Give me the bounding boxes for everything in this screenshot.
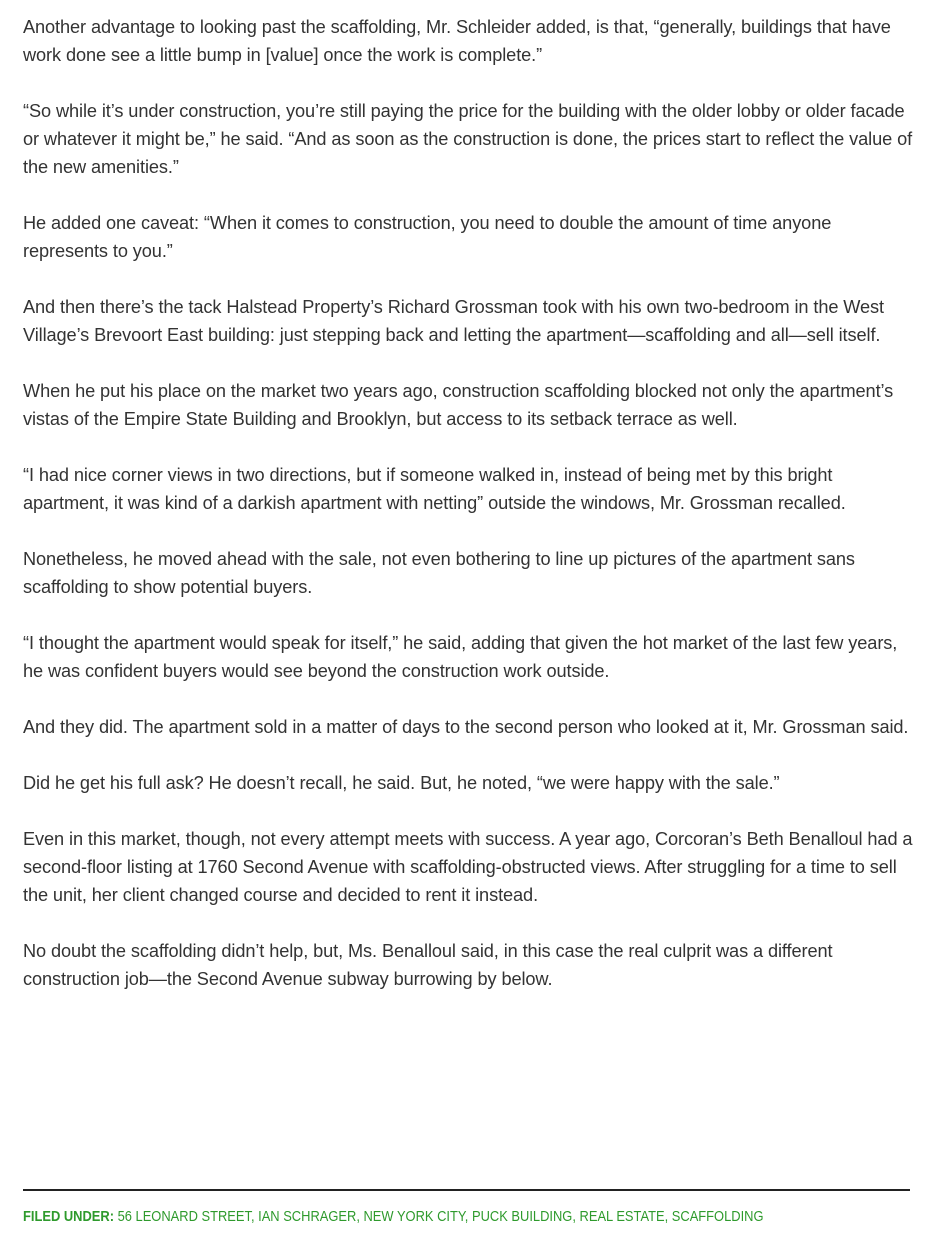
article-paragraph: No doubt the scaffolding didn’t help, but, Ms. Benalloul said, in this case the real culprit was a different construction job—the Second Avenue subway burrowing by below.	[23, 941, 833, 989]
article-paragraph: Nonetheless, he moved ahead with the sale, not even bothering to line up pictures of the apartment sans scaffolding to show potential buyers.	[23, 549, 855, 597]
tag-separator: ,	[664, 1208, 672, 1225]
tag-separator: ,	[356, 1208, 364, 1225]
tag-separator: ,	[250, 1208, 259, 1225]
article-paragraph: “I had nice corner views in two directions, but if someone walked in, instead of being met by this bright apartment, it was kind of a darkish apartment with netting” outside the windows, Mr. Grossman recalled.	[23, 465, 846, 513]
tag-link-ian-schrager[interactable]: IAN SCHRAGER	[258, 1208, 357, 1225]
article-paragraph: Even in this market, though, not every attempt meets with success. A year ago, Corcoran’s Beth Benalloul had a second-floor listing at 1760 Second Avenue with scaffolding-obstructed views. After struggling for a time to sell the unit, her client changed course and decided to rent it instead.	[23, 829, 913, 905]
article-paragraph: Did he get his full ask? He doesn’t recall, he said. But, he noted, “we were happy with the sale.”	[23, 773, 780, 793]
filed-under-divider	[23, 1189, 910, 1191]
article-paragraph: And then there’s the tack Halstead Property’s Richard Grossman took with his own two-bedroom in the West Village’s Brevoort East building: just stepping back and letting the apartment—scaffolding and all—sell itself.	[23, 297, 885, 345]
article-paragraph: Another advantage to looking past the scaffolding, Mr. Schleider added, is that, “generally, buildings that have work done see a little bump in [value] once the work is complete.”	[23, 17, 891, 65]
filed-under-label: FILED UNDER:	[23, 1208, 115, 1225]
tag-separator: ,	[572, 1208, 580, 1225]
article-paragraph: When he put his place on the market two years ago, construction scaffolding blocked not only the apartment’s vistas of the Empire State Building and Brooklyn, but access to its setback terrace as well.	[23, 381, 894, 429]
article-paragraph: And they did. The apartment sold in a matter of days to the second person who looked at it, Mr. Grossman said.	[23, 717, 909, 737]
article-paragraph: “So while it’s under construction, you’re still paying the price for the building with the older lobby or older facade or whatever it might be,” he said. “And as soon as the construction is done, the prices start to reflect the value of the new amenities.”	[23, 101, 913, 177]
article-body	[23, 13, 915, 1021]
article-paragraph: “I thought the apartment would speak for itself,” he said, adding that given the hot market of the last few years, he was confident buyers would see beyond the construction work outside.	[23, 633, 898, 681]
tag-link-56-leonard-street[interactable]: 56 LEONARD STREET	[117, 1208, 251, 1225]
tag-link-new-york-city[interactable]: NEW YORK CITY	[363, 1208, 465, 1225]
tag-link-puck-building[interactable]: PUCK BUILDING	[471, 1208, 573, 1225]
tag-link-real-estate[interactable]: REAL ESTATE	[579, 1208, 665, 1225]
tag-link-scaffolding[interactable]: SCAFFOLDING	[671, 1208, 764, 1225]
filed-under-tags	[23, 1207, 790, 1227]
tag-separator: ,	[464, 1208, 472, 1225]
article-paragraph: He added one caveat: “When it comes to construction, you need to double the amount of time anyone represents to you.”	[23, 213, 832, 261]
